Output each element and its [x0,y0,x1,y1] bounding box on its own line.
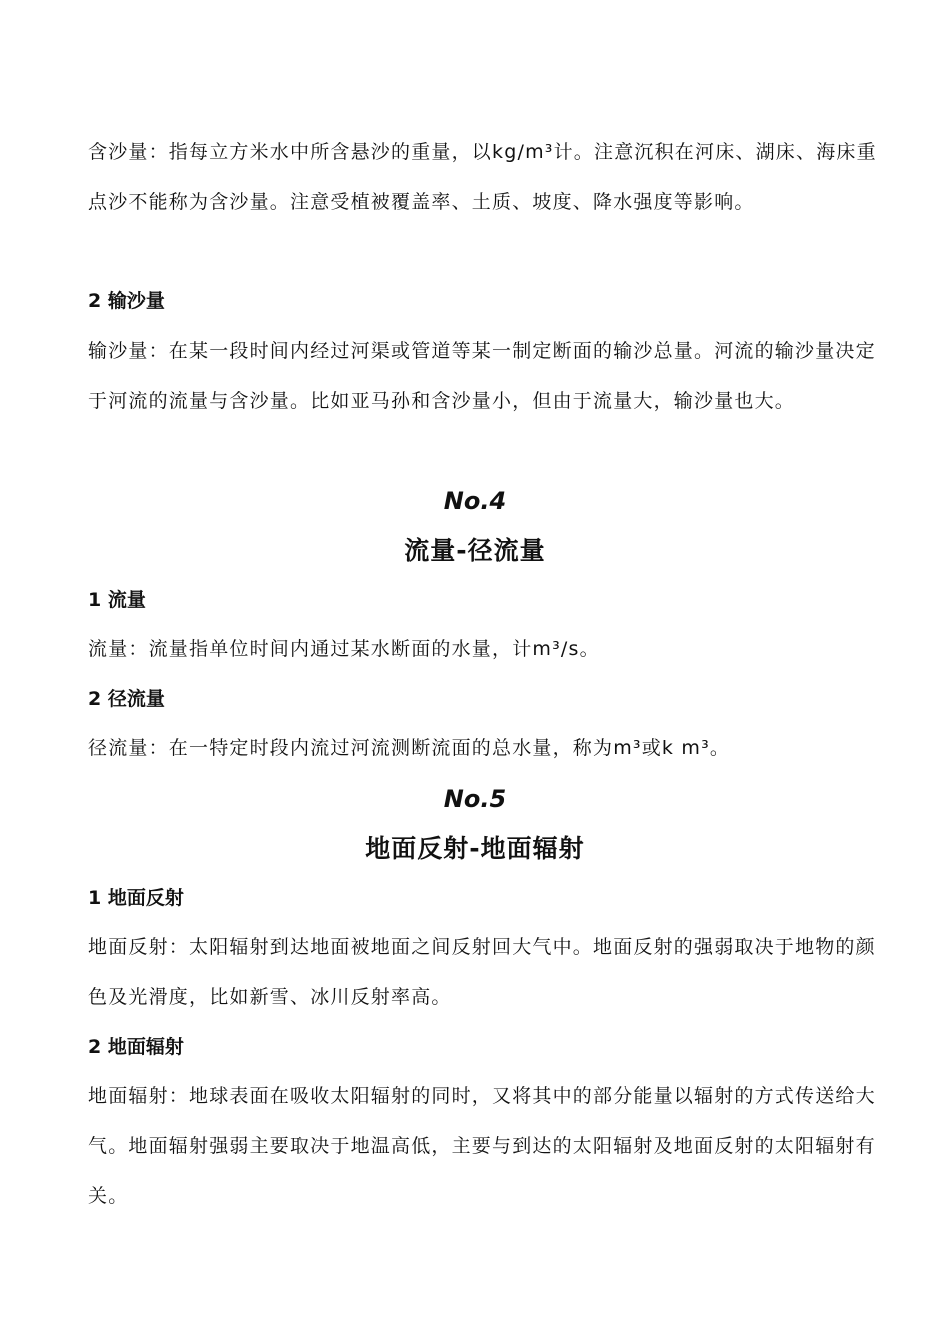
dimian-fushe-paragraph: 地面辐射：地球表面在吸收太阳辐射的同时，又将其中的部分能量以辐射的方式传送给大气。地面辐射强弱主要取决于地温高低，主要与到达的太阳辐射及地面反射的太阳辐射有关。 [88,1085,876,1207]
subheading-jingliuliang: 2 径流量 [88,688,165,710]
subheading-dimian-fushe: 2 地面辐射 [88,1036,184,1058]
liuliang-paragraph: 流量：流量指单位时间内通过某水断面的水量，计m³/s。 [88,638,600,660]
shushaliang-paragraph: 输沙量：在某一段时间内经过河渠或管道等某一制定断面的输沙总量。河流的输沙量决定于河流的流量与含沙量。比如亚马孙和含沙量小，但由于流量大，输沙量也大。 [88,340,876,412]
hanshaliang-paragraph: 含沙量：指每立方米水中所含悬沙的重量，以kg/m³计。注意沉积在河床、湖床、海床重点沙不能称为含沙量。注意受植被覆盖率、土质、坡度、降水强度等影响。 [88,141,877,213]
section-number-5: No.5 [443,785,507,813]
section-number-4: No.4 [443,487,507,515]
jingliuliang-paragraph: 径流量：在一特定时段内流过河流测断流面的总水量，称为m³或k m³。 [88,737,731,759]
dimian-fanshe-paragraph: 地面反射：太阳辐射到达地面被地面之间反射回大气中。地面反射的强弱取决于地物的颜色及光滑度，比如新雪、冰川反射率高。 [88,936,876,1008]
subheading-dimian-fanshe: 1 地面反射 [88,887,184,909]
subheading-liuliang: 1 流量 [88,589,146,611]
section-title-4: 流量-径流量 [404,536,546,565]
subheading-shushaliang: 2 输沙量 [88,290,165,312]
section-title-5: 地面反射-地面辐射 [365,834,585,863]
